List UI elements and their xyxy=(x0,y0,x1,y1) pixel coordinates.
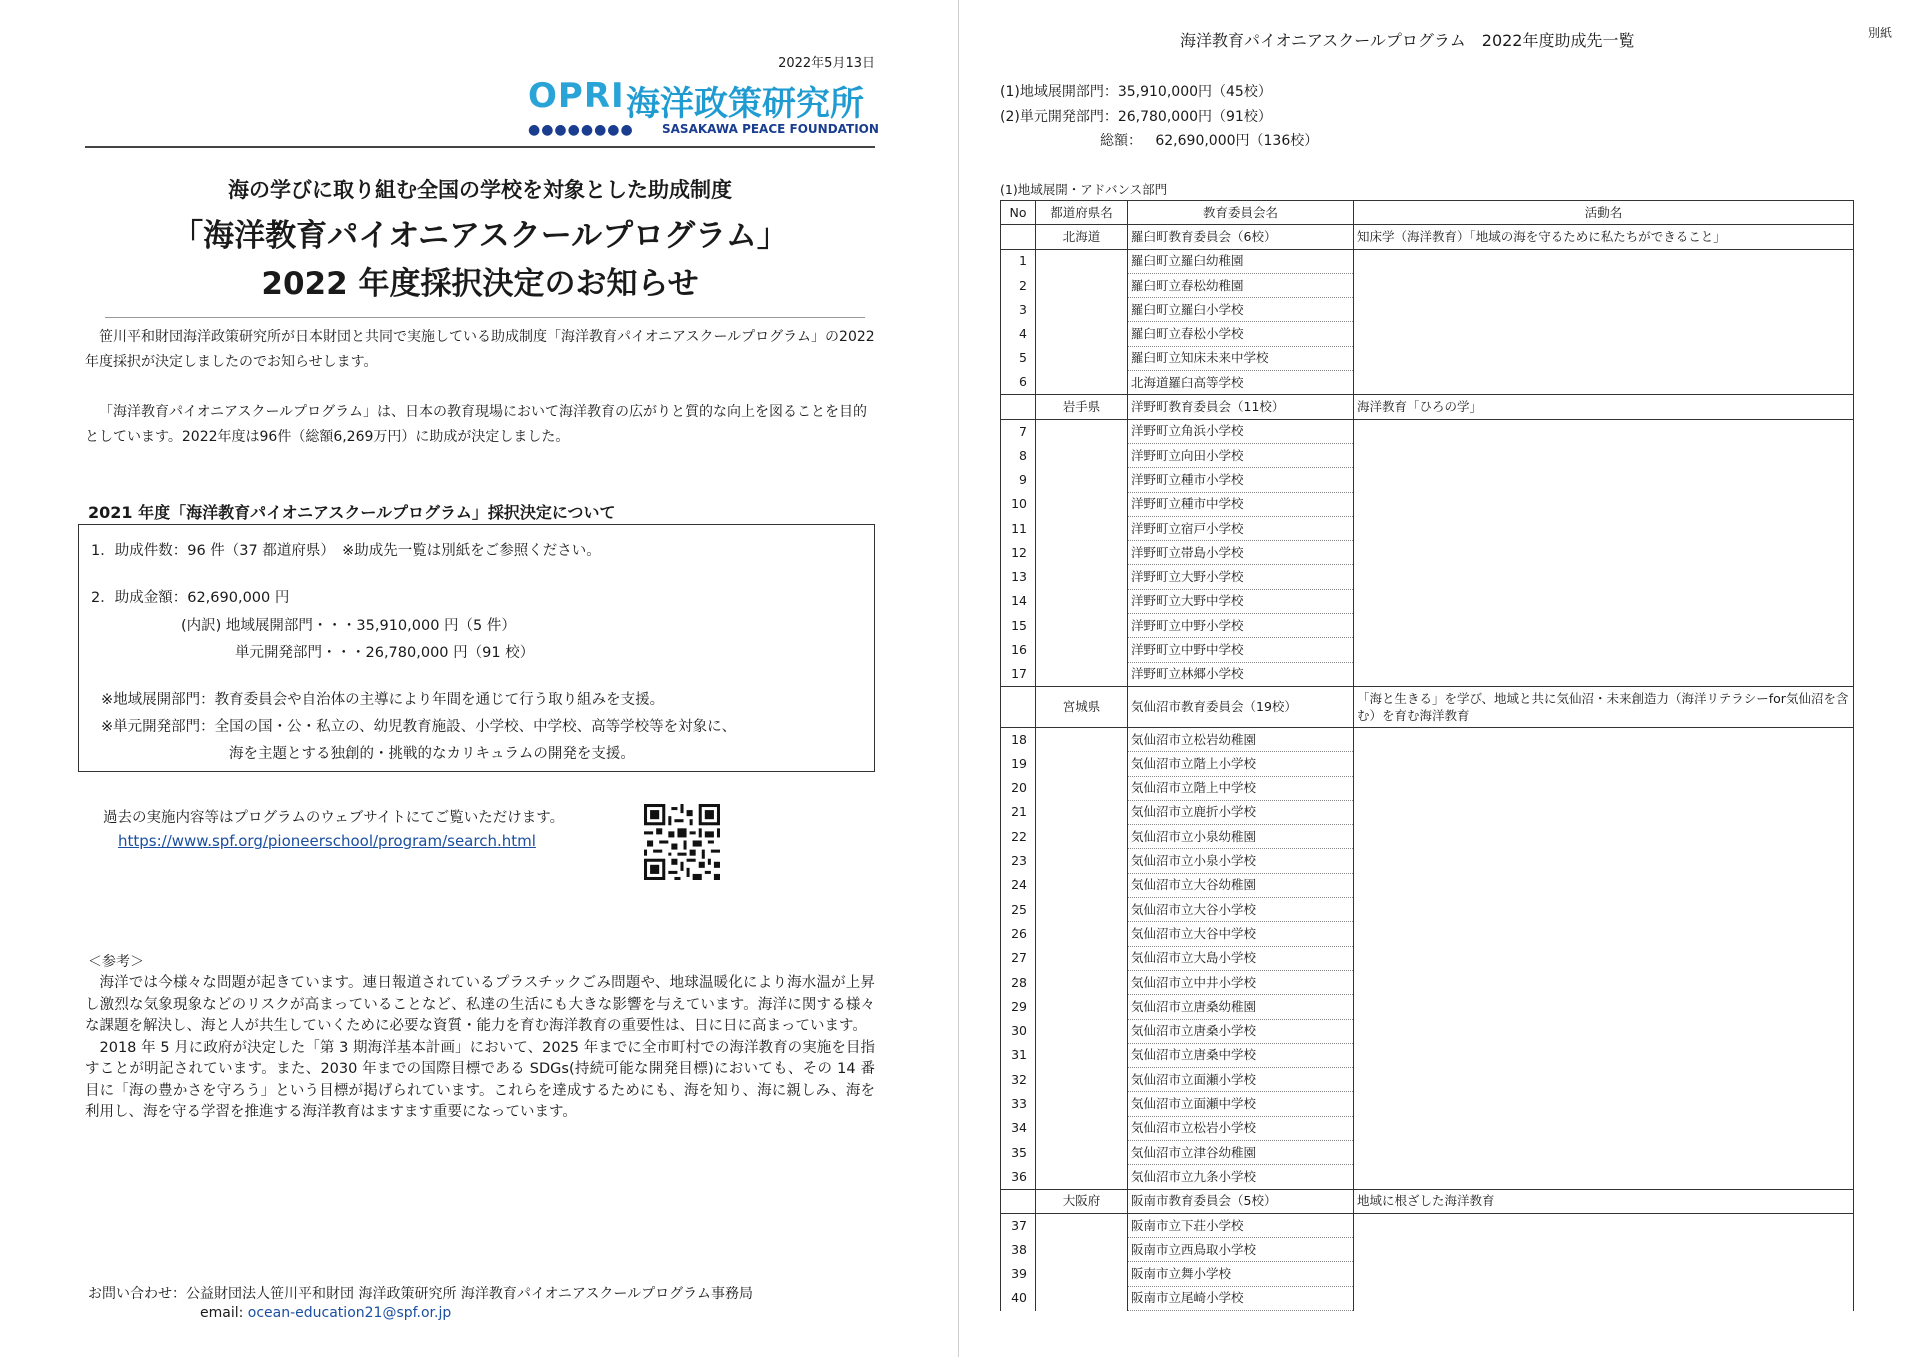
contact-line: お問い合わせ：公益財団法人笹川平和財団 海洋政策研究所 海洋教育パイオニアスクールプログラム事務局 xyxy=(88,1286,753,1302)
board-row xyxy=(1001,225,1854,249)
school-name: 洋野町立宿戸小学校 xyxy=(1128,516,1354,540)
page-divider xyxy=(958,0,959,1357)
header-board: 教育委員会名 xyxy=(1128,201,1354,225)
total-regional-label: (1)地域展開部門： xyxy=(1000,84,1118,100)
reference-heading: ＜参考＞ xyxy=(88,954,144,970)
email-label: email: xyxy=(200,1305,244,1321)
school-no: 8 xyxy=(1001,443,1036,467)
prefecture-name: 北海道 xyxy=(1036,225,1128,249)
school-activity-empty xyxy=(1354,1043,1854,1067)
school-no: 18 xyxy=(1001,727,1036,751)
opri-logo xyxy=(528,76,883,142)
school-prefecture-empty xyxy=(1036,1019,1128,1043)
opri-logo-mark: OPRI xyxy=(528,76,625,116)
board-name: 阪南市教育委員会（5校） xyxy=(1128,1189,1354,1213)
school-activity-empty xyxy=(1354,249,1854,273)
school-name: 気仙沼市立階上中学校 xyxy=(1128,776,1354,800)
school-prefecture-empty xyxy=(1036,873,1128,897)
school-name: 気仙沼市立面瀬小学校 xyxy=(1128,1068,1354,1092)
school-name: 気仙沼市立松岩幼稚園 xyxy=(1128,727,1354,751)
school-row xyxy=(1001,443,1854,467)
school-no: 2 xyxy=(1001,273,1036,297)
school-name: 洋野町立種市中学校 xyxy=(1128,492,1354,516)
school-no: 31 xyxy=(1001,1043,1036,1067)
school-activity-empty xyxy=(1354,800,1854,824)
school-activity-empty xyxy=(1354,322,1854,346)
school-row xyxy=(1001,1213,1854,1237)
school-activity-empty xyxy=(1354,1068,1854,1092)
summary-amount: 2．助成金額：62,690,000 円 xyxy=(91,590,290,606)
board-row-no xyxy=(1001,395,1036,419)
school-prefecture-empty xyxy=(1036,371,1128,395)
school-row xyxy=(1001,1043,1854,1067)
school-name: 気仙沼市立唐桑中学校 xyxy=(1128,1043,1354,1067)
school-prefecture-empty xyxy=(1036,970,1128,994)
school-no: 5 xyxy=(1001,346,1036,370)
school-row xyxy=(1001,371,1854,395)
activity-name: 知床学（海洋教育）「地域の海を守るために私たちができること」 xyxy=(1354,225,1854,249)
school-prefecture-empty xyxy=(1036,419,1128,443)
board-name: 気仙沼市教育委員会（19校） xyxy=(1128,686,1354,727)
school-no: 20 xyxy=(1001,776,1036,800)
school-activity-empty xyxy=(1354,565,1854,589)
school-activity-empty xyxy=(1354,443,1854,467)
school-no: 38 xyxy=(1001,1238,1036,1262)
school-activity-empty xyxy=(1354,614,1854,638)
reference-paragraph-1: 海洋では今様々な問題が起きています。連日報道されているプラスチックごみ問題や、地球温暖化により海水温が上昇し激烈な気象現象などのリスクが高まっていることなど、私達の生活にも大きな影響を与えています。海洋に関する様々な課題を解決し、海と人が共生していくために必要な資質・能力を育む海洋教育の重要性は、日に日に高まっています。 xyxy=(85,975,875,1034)
prefecture-name: 宮城県 xyxy=(1036,686,1128,727)
school-prefecture-empty xyxy=(1036,825,1128,849)
school-no: 40 xyxy=(1001,1286,1036,1310)
school-row xyxy=(1001,322,1854,346)
school-row xyxy=(1001,1116,1854,1140)
school-row xyxy=(1001,1165,1854,1189)
school-row xyxy=(1001,1238,1854,1262)
school-no: 22 xyxy=(1001,825,1036,849)
school-name: 気仙沼市立小泉小学校 xyxy=(1128,849,1354,873)
school-activity-empty xyxy=(1354,638,1854,662)
school-name: 気仙沼市立小泉幼稚園 xyxy=(1128,825,1354,849)
school-name: 阪南市立舞小学校 xyxy=(1128,1262,1354,1286)
intro-paragraph-2: 「海洋教育パイオニアスクールプログラム」は、日本の教育現場において海洋教育の広がりと質的な向上を図ることを目的としています。2022年度は96件（総額6,269万円）に助成が決定しました。 xyxy=(85,404,868,445)
school-name: 羅臼町立春松小学校 xyxy=(1128,322,1354,346)
school-prefecture-empty xyxy=(1036,898,1128,922)
school-prefecture-empty xyxy=(1036,946,1128,970)
school-row xyxy=(1001,995,1854,1019)
school-activity-empty xyxy=(1354,727,1854,751)
grant-table xyxy=(1000,200,1854,1311)
school-row xyxy=(1001,1068,1854,1092)
school-row xyxy=(1001,727,1854,751)
school-prefecture-empty xyxy=(1036,849,1128,873)
school-no: 16 xyxy=(1001,638,1036,662)
school-no: 25 xyxy=(1001,898,1036,922)
school-no: 7 xyxy=(1001,419,1036,443)
school-activity-empty xyxy=(1354,1238,1854,1262)
school-no: 30 xyxy=(1001,1019,1036,1043)
prefecture-name: 岩手県 xyxy=(1036,395,1128,419)
school-activity-empty xyxy=(1354,371,1854,395)
school-row xyxy=(1001,249,1854,273)
board-row xyxy=(1001,686,1854,727)
school-no: 12 xyxy=(1001,541,1036,565)
school-no: 34 xyxy=(1001,1116,1036,1140)
school-activity-empty xyxy=(1354,273,1854,297)
school-name: 気仙沼市立階上小学校 xyxy=(1128,752,1354,776)
school-row xyxy=(1001,1262,1854,1286)
school-row xyxy=(1001,970,1854,994)
school-row xyxy=(1001,516,1854,540)
total-regional-value: 35,910,000円（45校） xyxy=(1117,84,1272,100)
school-prefecture-empty xyxy=(1036,752,1128,776)
attachment-label: 別紙 xyxy=(1867,26,1892,40)
school-row xyxy=(1001,922,1854,946)
reference-paragraph-2: 2018 年 5 月に政府が決定した「第 3 期海洋基本計画」において、2025 年までに全市町村での海洋教育の実施を目指すことが明記されています。また、2030 年までの国際目標である SDGs(持続可能な開発目標)においても、その 14 番目に「海の豊かさを守ろう」という目標が掲げられています。これらを達成するためにも、海を知り、海に親しみ、海を利用し、海を守る学習を推進する海洋教育はますます重要になっています。 xyxy=(85,1039,875,1120)
school-prefecture-empty xyxy=(1036,727,1128,751)
school-no: 17 xyxy=(1001,662,1036,686)
school-row xyxy=(1001,776,1854,800)
school-row xyxy=(1001,614,1854,638)
school-prefecture-empty xyxy=(1036,1238,1128,1262)
activity-name: 「海と生きる」を学び、地域と共に気仙沼・未来創造力（海洋リテラシーfor気仙沼を含む）を育む海洋教育 xyxy=(1354,686,1854,727)
school-row xyxy=(1001,298,1854,322)
school-prefecture-empty xyxy=(1036,995,1128,1019)
school-name: 気仙沼市立中井小学校 xyxy=(1128,970,1354,994)
school-activity-empty xyxy=(1354,752,1854,776)
school-prefecture-empty xyxy=(1036,516,1128,540)
school-prefecture-empty xyxy=(1036,1092,1128,1116)
intro-paragraph-1: 笹川平和財団海洋政策研究所が日本財団と共同で実施している助成制度「海洋教育パイオニアスクールプログラム」の2022年度採択が決定しましたのでお知らせします。 xyxy=(85,329,875,370)
school-no: 11 xyxy=(1001,516,1036,540)
school-name: 気仙沼市立鹿折小学校 xyxy=(1128,800,1354,824)
total-unit-value: 26,780,000円（91校） xyxy=(1117,108,1272,125)
school-no: 27 xyxy=(1001,946,1036,970)
school-activity-empty xyxy=(1354,419,1854,443)
school-no: 37 xyxy=(1001,1213,1036,1237)
school-prefecture-empty xyxy=(1036,662,1128,686)
school-prefecture-empty xyxy=(1036,322,1128,346)
section-title: 2021 年度「海洋教育パイオニアスクールプログラム」採択決定について xyxy=(88,503,616,522)
school-prefecture-empty xyxy=(1036,492,1128,516)
school-row xyxy=(1001,662,1854,686)
header-activity: 活動名 xyxy=(1354,201,1854,225)
board-row-no xyxy=(1001,225,1036,249)
school-no: 23 xyxy=(1001,849,1036,873)
qr-code-icon xyxy=(644,804,720,880)
school-prefecture-empty xyxy=(1036,589,1128,613)
contact-email-link[interactable]: ocean-education21@spf.or.jp xyxy=(247,1305,452,1321)
board-row xyxy=(1001,1189,1854,1213)
school-row xyxy=(1001,565,1854,589)
summary-note-regional: ※地域展開部門：教育委員会や自治体の主導により年間を通じて行う取り組みを支援。 xyxy=(101,692,665,708)
school-prefecture-empty xyxy=(1036,1262,1128,1286)
school-activity-empty xyxy=(1354,1140,1854,1164)
school-activity-empty xyxy=(1354,849,1854,873)
contact-email-line xyxy=(200,1305,451,1321)
school-name: 阪南市立下荘小学校 xyxy=(1128,1213,1354,1237)
logo-dots: ●●●●●●●● xyxy=(528,122,634,138)
school-activity-empty xyxy=(1354,589,1854,613)
title-subheading: 海の学びに取り組む全国の学校を対象とした助成制度 xyxy=(228,178,732,202)
school-name: 洋野町立中野中学校 xyxy=(1128,638,1354,662)
school-name: 気仙沼市立大谷小学校 xyxy=(1128,898,1354,922)
school-prefecture-empty xyxy=(1036,1116,1128,1140)
board-row-no xyxy=(1001,1189,1036,1213)
school-activity-empty xyxy=(1354,516,1854,540)
header-prefecture: 都道府県名 xyxy=(1036,201,1128,225)
school-name: 気仙沼市立津谷幼稚園 xyxy=(1128,1140,1354,1164)
school-activity-empty xyxy=(1354,346,1854,370)
school-name: 洋野町立大野中学校 xyxy=(1128,589,1354,613)
grant-table-body xyxy=(1001,225,1854,1311)
school-name: 気仙沼市立面瀬中学校 xyxy=(1128,1092,1354,1116)
school-prefecture-empty xyxy=(1036,638,1128,662)
school-activity-empty xyxy=(1354,970,1854,994)
school-prefecture-empty xyxy=(1036,273,1128,297)
school-row xyxy=(1001,589,1854,613)
school-name: 洋野町立中野小学校 xyxy=(1128,614,1354,638)
school-row xyxy=(1001,468,1854,492)
school-row xyxy=(1001,849,1854,873)
school-name: 気仙沼市立大谷幼稚園 xyxy=(1128,873,1354,897)
school-activity-empty xyxy=(1354,825,1854,849)
school-no: 26 xyxy=(1001,922,1036,946)
grant-list-page xyxy=(960,0,1920,1357)
school-name: 阪南市立尾崎小学校 xyxy=(1128,1286,1354,1310)
school-activity-empty xyxy=(1354,995,1854,1019)
school-prefecture-empty xyxy=(1036,249,1128,273)
school-row xyxy=(1001,825,1854,849)
school-name: 気仙沼市立大谷中学校 xyxy=(1128,922,1354,946)
title-rule xyxy=(105,317,865,318)
total-unit xyxy=(1000,105,1318,130)
board-name: 羅臼町教育委員会（6校） xyxy=(1128,225,1354,249)
summary-box xyxy=(78,524,875,772)
total-sum xyxy=(1000,129,1318,154)
total-regional xyxy=(1000,80,1318,105)
summary-count: 1．助成件数：96 件（37 都道府県） ※助成先一覧は別紙をご参照ください。 xyxy=(91,543,601,559)
school-activity-empty xyxy=(1354,1092,1854,1116)
total-sum-value: 62,690,000円（136校） xyxy=(1155,133,1319,149)
school-activity-empty xyxy=(1354,946,1854,970)
school-name: 気仙沼市立大島小学校 xyxy=(1128,946,1354,970)
summary-breakdown-regional: (内訳) 地域展開部門・・・35,910,000 円（5 件） xyxy=(181,618,516,634)
school-activity-empty xyxy=(1354,298,1854,322)
school-activity-empty xyxy=(1354,776,1854,800)
school-activity-empty xyxy=(1354,898,1854,922)
school-row xyxy=(1001,1140,1854,1164)
title-announcement: 2022 年度採択決定のお知らせ xyxy=(261,266,699,302)
school-activity-empty xyxy=(1354,541,1854,565)
board-row-no xyxy=(1001,686,1036,727)
website-reference-text: 過去の実施内容等はプログラムのウェブサイトにてご覧いただけます。 xyxy=(103,810,565,826)
school-activity-empty xyxy=(1354,1262,1854,1286)
school-activity-empty xyxy=(1354,468,1854,492)
school-no: 1 xyxy=(1001,249,1036,273)
board-row xyxy=(1001,395,1854,419)
school-prefecture-empty xyxy=(1036,1286,1128,1310)
school-activity-empty xyxy=(1354,1286,1854,1310)
school-no: 3 xyxy=(1001,298,1036,322)
school-prefecture-empty xyxy=(1036,1213,1128,1237)
issue-date: 2022年5月13日 xyxy=(778,56,875,71)
school-name: 洋野町立角浜小学校 xyxy=(1128,419,1354,443)
school-name: 洋野町立向田小学校 xyxy=(1128,443,1354,467)
school-name: 洋野町立種市小学校 xyxy=(1128,468,1354,492)
school-name: 気仙沼市立唐桑小学校 xyxy=(1128,1019,1354,1043)
school-activity-empty xyxy=(1354,1213,1854,1237)
school-prefecture-empty xyxy=(1036,1140,1128,1164)
school-no: 24 xyxy=(1001,873,1036,897)
school-row xyxy=(1001,752,1854,776)
school-prefecture-empty xyxy=(1036,541,1128,565)
school-no: 15 xyxy=(1001,614,1036,638)
header-no: No xyxy=(1001,201,1036,225)
reference-body xyxy=(85,973,875,1124)
school-prefecture-empty xyxy=(1036,565,1128,589)
school-name: 洋野町立帯島小学校 xyxy=(1128,541,1354,565)
summary-breakdown-unit: 単元開発部門・・・26,780,000 円（91 校） xyxy=(235,645,535,661)
school-activity-empty xyxy=(1354,922,1854,946)
school-row xyxy=(1001,638,1854,662)
school-row xyxy=(1001,800,1854,824)
total-sum-label: 総額： xyxy=(1100,133,1142,149)
logo-foundation-name: SASAKAWA PEACE FOUNDATION xyxy=(662,122,879,136)
school-no: 28 xyxy=(1001,970,1036,994)
school-row xyxy=(1001,898,1854,922)
school-no: 35 xyxy=(1001,1140,1036,1164)
school-name: 羅臼町立知床未来中学校 xyxy=(1128,346,1354,370)
summary-note-unit-cont: 海を主題とする独創的・挑戦的なカリキュラムの開発を支援。 xyxy=(229,746,635,762)
school-prefecture-empty xyxy=(1036,1068,1128,1092)
school-prefecture-empty xyxy=(1036,614,1128,638)
school-row xyxy=(1001,1092,1854,1116)
school-row xyxy=(1001,273,1854,297)
school-name: 羅臼町立羅臼小学校 xyxy=(1128,298,1354,322)
school-activity-empty xyxy=(1354,492,1854,516)
school-activity-empty xyxy=(1354,873,1854,897)
school-prefecture-empty xyxy=(1036,1165,1128,1189)
table-header-row xyxy=(1001,201,1854,225)
school-name: 羅臼町立羅臼幼稚園 xyxy=(1128,249,1354,273)
school-prefecture-empty xyxy=(1036,468,1128,492)
school-prefecture-empty xyxy=(1036,443,1128,467)
school-row xyxy=(1001,1286,1854,1310)
school-name: 気仙沼市立唐桑幼稚園 xyxy=(1128,995,1354,1019)
school-row xyxy=(1001,946,1854,970)
school-name: 羅臼町立春松幼稚園 xyxy=(1128,273,1354,297)
grant-list-title: 海洋教育パイオニアスクールプログラム 2022年度助成先一覧 xyxy=(1180,31,1635,50)
section-label: (1)地域展開・アドバンス部門 xyxy=(1000,182,1168,197)
school-activity-empty xyxy=(1354,1019,1854,1043)
school-no: 36 xyxy=(1001,1165,1036,1189)
activity-name: 海洋教育「ひろの学」 xyxy=(1354,395,1854,419)
school-no: 9 xyxy=(1001,468,1036,492)
school-no: 14 xyxy=(1001,589,1036,613)
school-prefecture-empty xyxy=(1036,1043,1128,1067)
school-name: 気仙沼市立松岩小学校 xyxy=(1128,1116,1354,1140)
school-name: 洋野町立大野小学校 xyxy=(1128,565,1354,589)
school-no: 21 xyxy=(1001,800,1036,824)
board-name: 洋野町教育委員会（11校） xyxy=(1128,395,1354,419)
school-name: 気仙沼市立九条小学校 xyxy=(1128,1165,1354,1189)
school-no: 33 xyxy=(1001,1092,1036,1116)
school-no: 6 xyxy=(1001,371,1036,395)
school-activity-empty xyxy=(1354,1165,1854,1189)
school-activity-empty xyxy=(1354,662,1854,686)
prefecture-name: 大阪府 xyxy=(1036,1189,1128,1213)
grant-totals xyxy=(1000,80,1318,154)
school-name: 阪南市立西鳥取小学校 xyxy=(1128,1238,1354,1262)
title-program-name: 「海洋教育パイオニアスクールプログラム」 xyxy=(172,218,788,254)
school-row xyxy=(1001,873,1854,897)
school-name: 洋野町立林郷小学校 xyxy=(1128,662,1354,686)
school-no: 4 xyxy=(1001,322,1036,346)
school-prefecture-empty xyxy=(1036,776,1128,800)
school-name: 北海道羅臼高等学校 xyxy=(1128,371,1354,395)
school-activity-empty xyxy=(1354,1116,1854,1140)
school-no: 10 xyxy=(1001,492,1036,516)
school-row xyxy=(1001,346,1854,370)
school-row xyxy=(1001,541,1854,565)
opri-logo-name: 海洋政策研究所 xyxy=(626,84,864,124)
school-prefecture-empty xyxy=(1036,298,1128,322)
school-no: 19 xyxy=(1001,752,1036,776)
summary-note-unit: ※単元開発部門：全国の国・公・私立の、幼児教育施設、小学校、中学校、高等学校等を対象に、 xyxy=(101,719,737,735)
activity-name: 地域に根ざした海洋教育 xyxy=(1354,1189,1854,1213)
header-rule xyxy=(85,146,875,148)
school-prefecture-empty xyxy=(1036,346,1128,370)
program-website-link[interactable]: https://www.spf.org/pioneerschool/program/search.html xyxy=(118,832,536,850)
school-no: 13 xyxy=(1001,565,1036,589)
school-prefecture-empty xyxy=(1036,800,1128,824)
total-unit-label: (2)単元開発部門： xyxy=(1000,108,1118,125)
school-row xyxy=(1001,492,1854,516)
school-no: 39 xyxy=(1001,1262,1036,1286)
school-no: 32 xyxy=(1001,1068,1036,1092)
school-row xyxy=(1001,1019,1854,1043)
school-row xyxy=(1001,419,1854,443)
school-no: 29 xyxy=(1001,995,1036,1019)
school-prefecture-empty xyxy=(1036,922,1128,946)
